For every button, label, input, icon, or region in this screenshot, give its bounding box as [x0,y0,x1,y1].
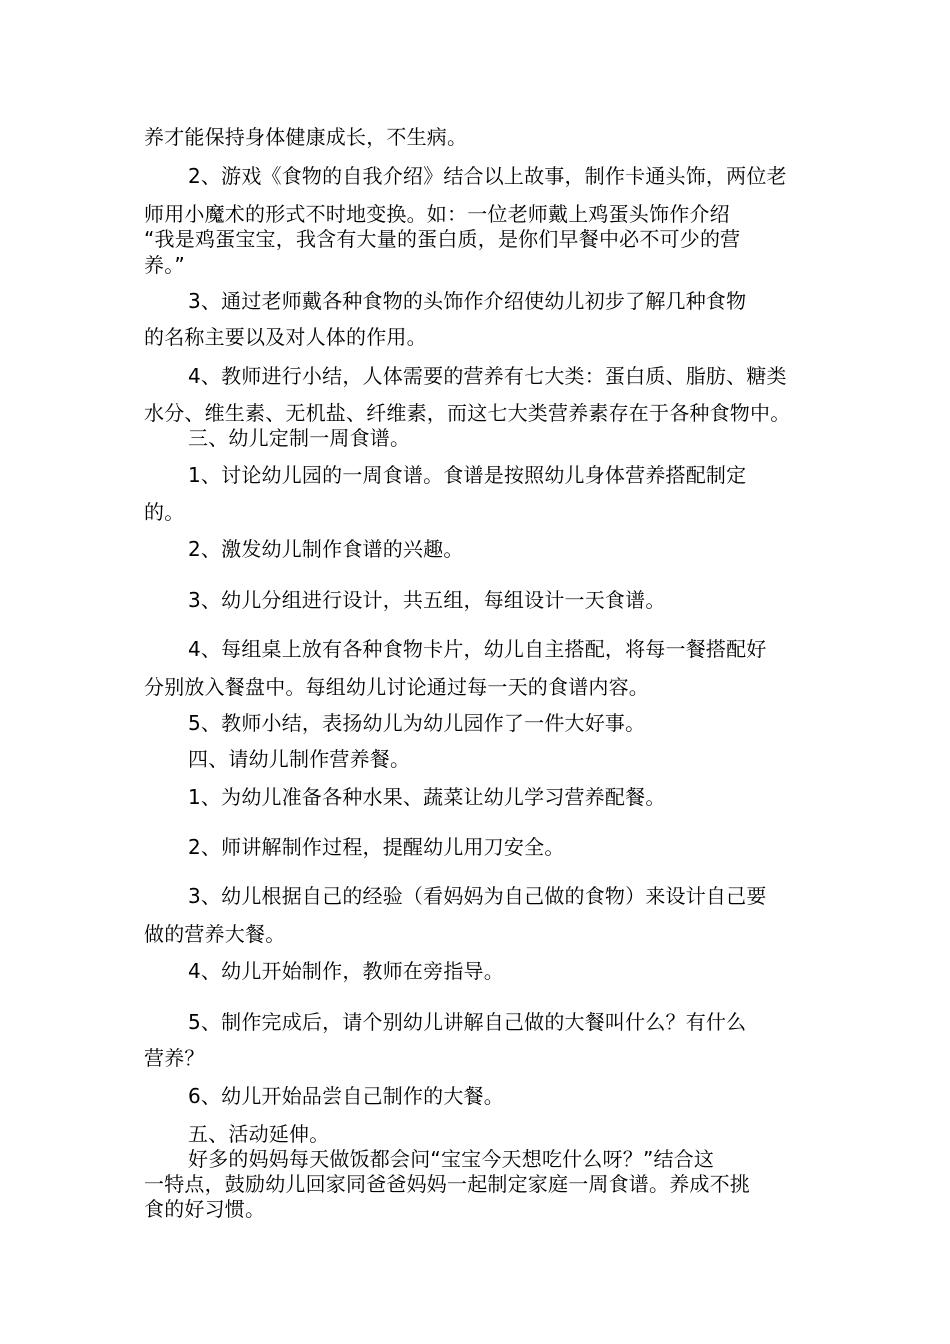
text-line: 养。” [144,253,185,277]
text-line: 的。 [144,500,185,524]
text-line: 1、为幼儿准备各种水果、蔬菜让幼儿学习营养配餐。 [188,785,666,809]
text-line: 食的好习惯。 [144,1197,266,1221]
text-line: 3、幼儿分组进行设计，共五组，每组设计一天食谱。 [188,588,666,612]
text-line: “我是鸡蛋宝宝，我含有大量的蛋白质，是你们早餐中必不可少的营 [144,227,741,251]
text-line: 的名称主要以及对人体的作用。 [144,325,427,349]
text-line: 水分、维生素、无机盐、纤维素，而这七大类营养素存在于各种食物中。 [144,401,791,425]
section-heading: 三、幼儿定制一周食谱。 [188,426,411,450]
section-heading: 五、活动延伸。 [188,1122,330,1146]
text-line: 2、游戏《食物的自我介绍》结合以上故事，制作卡通头饰，两位老 [188,164,787,188]
text-line: 养才能保持身体健康成长，不生病。 [144,125,468,149]
text-line: 好多的妈妈每天做饭都会问“宝宝今天想吃什么呀？”结合这 [188,1147,715,1171]
text-line: 一特点，鼓励幼儿回家同爸爸妈妈一起制定家庭一周食谱。养成不挑 [144,1172,750,1196]
text-line: 6、幼儿开始品尝自己制作的大餐。 [188,1084,504,1108]
text-line: 4、每组桌上放有各种食物卡片，幼儿自主搭配，将每一餐搭配好 [188,637,767,661]
text-line: 3、通过老师戴各种食物的头饰作介绍使幼儿初步了解几种食物 [188,289,747,313]
text-line: 4、幼儿开始制作，教师在旁指导。 [188,959,504,983]
section-heading: 四、请幼儿制作营养餐。 [188,747,411,771]
text-line: 1、讨论幼儿园的一周食谱。食谱是按照幼儿身体营养搭配制定 [188,463,747,487]
text-line: 4、教师进行小结，人体需要的营养有七大类：蛋白质、脂肪、糖类 [188,364,787,388]
text-line: 5、教师小结，表扬幼儿为幼儿园作了一件大好事。 [188,711,646,735]
text-line: 分别放入餐盘中。每组幼儿讨论通过每一天的食谱内容。 [144,675,649,699]
text-line: 2、师讲解制作过程，提醒幼儿用刀安全。 [188,835,565,859]
text-line: 3、幼儿根据自己的经验（看妈妈为自己做的食物）来设计自己要 [188,884,767,908]
text-line: 2、激发幼儿制作食谱的兴趣。 [188,537,464,561]
text-line: 5、制作完成后，请个别幼儿讲解自己做的大餐叫什么？有什么 [188,1010,747,1034]
text-line: 做的营养大餐。 [144,922,286,946]
text-line: 营养？ [144,1046,205,1070]
text-line: 师用小魔术的形式不时地变换。如：一位老师戴上鸡蛋头饰作介绍 [144,202,730,226]
